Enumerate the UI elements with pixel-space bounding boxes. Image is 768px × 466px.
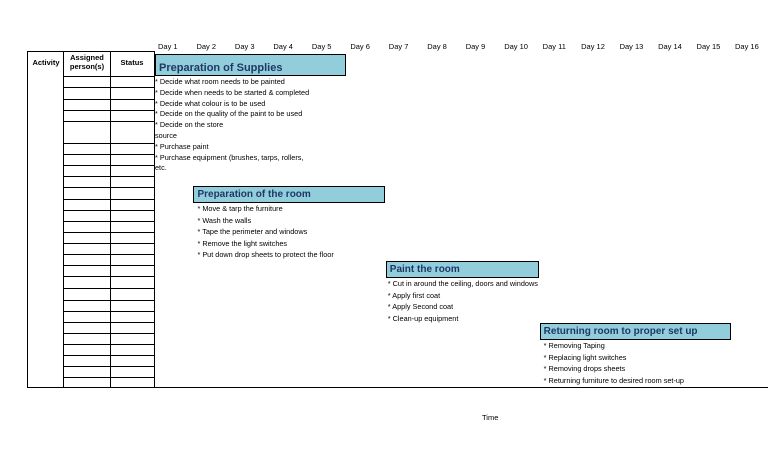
day-tick-label: Day 6 (350, 42, 370, 51)
grid-line-vertical (110, 51, 111, 387)
grid-line-horizontal (63, 165, 154, 166)
phase-task: etc. (155, 163, 167, 173)
grid-line-horizontal (63, 187, 154, 188)
grid-line-horizontal (63, 232, 154, 233)
phase-bar: Paint the room (386, 261, 539, 278)
day-tick-label: Day 7 (388, 42, 409, 51)
grid-line-horizontal (63, 99, 154, 100)
phase-bar: Returning room to proper set up (540, 323, 731, 340)
grid-line-horizontal (63, 300, 154, 301)
day-tick-label: Day 1 (158, 42, 178, 51)
day-tick-label: Day 9 (465, 42, 486, 51)
day-tick-label: Day 15 (696, 42, 721, 51)
grid-line-horizontal (63, 311, 154, 312)
grid-line-horizontal (27, 387, 768, 388)
phase-task: * Put down drop sheets to protect the floor (197, 250, 334, 259)
grid-line-horizontal (63, 265, 154, 266)
day-tick-label: Day 13 (619, 42, 644, 51)
phase-task: * Decide on the store (155, 120, 224, 130)
grid-line-horizontal (63, 377, 154, 378)
grid-line-horizontal (63, 143, 154, 144)
phase-task: * Clean-up equipment (387, 313, 459, 323)
grid-line-horizontal (63, 76, 154, 77)
grid-line-horizontal (63, 110, 154, 111)
day-tick-label: Day 5 (311, 42, 332, 51)
day-tick-label: Day 14 (658, 42, 682, 51)
phase-task: * Wash the walls (197, 215, 252, 225)
phase-task: * Decide on the quality of the paint to be used (155, 109, 303, 119)
phase-task: * Removing Taping (543, 341, 605, 350)
grid-line-horizontal (63, 243, 154, 244)
grid-line-horizontal (63, 87, 154, 88)
phase-task: * Replacing light switches (543, 352, 627, 362)
grid-line-horizontal (63, 322, 154, 323)
column-header-activity: Activity (32, 58, 60, 67)
day-tick-label: Day 10 (504, 42, 528, 51)
grid-line-horizontal (63, 344, 154, 345)
phase-task: * Decide what colour is to be used (155, 98, 266, 108)
grid-line-horizontal (63, 176, 154, 177)
grid-line-horizontal (63, 254, 154, 255)
grid-line-horizontal (63, 366, 154, 367)
grid-line-vertical (27, 51, 28, 387)
grid-line-horizontal (63, 121, 154, 122)
day-tick-label: Day 11 (542, 42, 566, 51)
phase-task: * Returning furniture to desired room set-up (543, 375, 684, 385)
day-tick-label: Day 3 (234, 42, 255, 51)
phase-task: * Decide what room needs to be painted (155, 77, 285, 86)
column-header-assigned: Assigned person(s) (69, 53, 105, 71)
phase-task: * Removing drops sheets (543, 364, 626, 373)
phase-task: * Apply first coat (387, 290, 441, 300)
phase-task: * Purchase equipment (brushes, tarps, rollers, (155, 152, 304, 162)
phase-task: source (155, 131, 177, 140)
phase-task: * Purchase paint (155, 141, 209, 151)
day-tick-label: Day 4 (273, 42, 293, 51)
day-tick-label: Day 8 (427, 42, 447, 51)
phase-task: * Tape the perimeter and windows (197, 227, 308, 236)
day-tick-label: Day 16 (735, 42, 759, 51)
phase-task: * Cut in around the ceiling, doors and windows (387, 279, 538, 288)
phase-task: * Decide when needs to be started & completed (155, 87, 310, 97)
grid-line-horizontal (63, 288, 154, 289)
phase-task: * Remove the light switches (197, 238, 288, 248)
grid-line-horizontal (27, 51, 154, 52)
phase-bar: Preparation of the room (193, 186, 384, 203)
x-axis-label: Time (482, 413, 499, 422)
grid-line-horizontal (63, 154, 154, 155)
grid-line-horizontal (63, 199, 154, 200)
grid-line-horizontal (63, 333, 154, 334)
phase-bar: Preparation of Supplies (155, 54, 346, 76)
grid-line-horizontal (63, 210, 154, 211)
grid-line-horizontal (63, 221, 154, 222)
column-header-status: Status (120, 58, 144, 67)
grid-line-horizontal (63, 276, 154, 277)
day-tick-label: Day 2 (196, 42, 217, 51)
grid-line-horizontal (63, 355, 154, 356)
grid-line-vertical (63, 51, 64, 387)
day-tick-label: Day 12 (581, 42, 605, 51)
phase-task: * Move & tarp the furniture (197, 204, 283, 213)
phase-task: * Apply Second coat (387, 302, 454, 311)
